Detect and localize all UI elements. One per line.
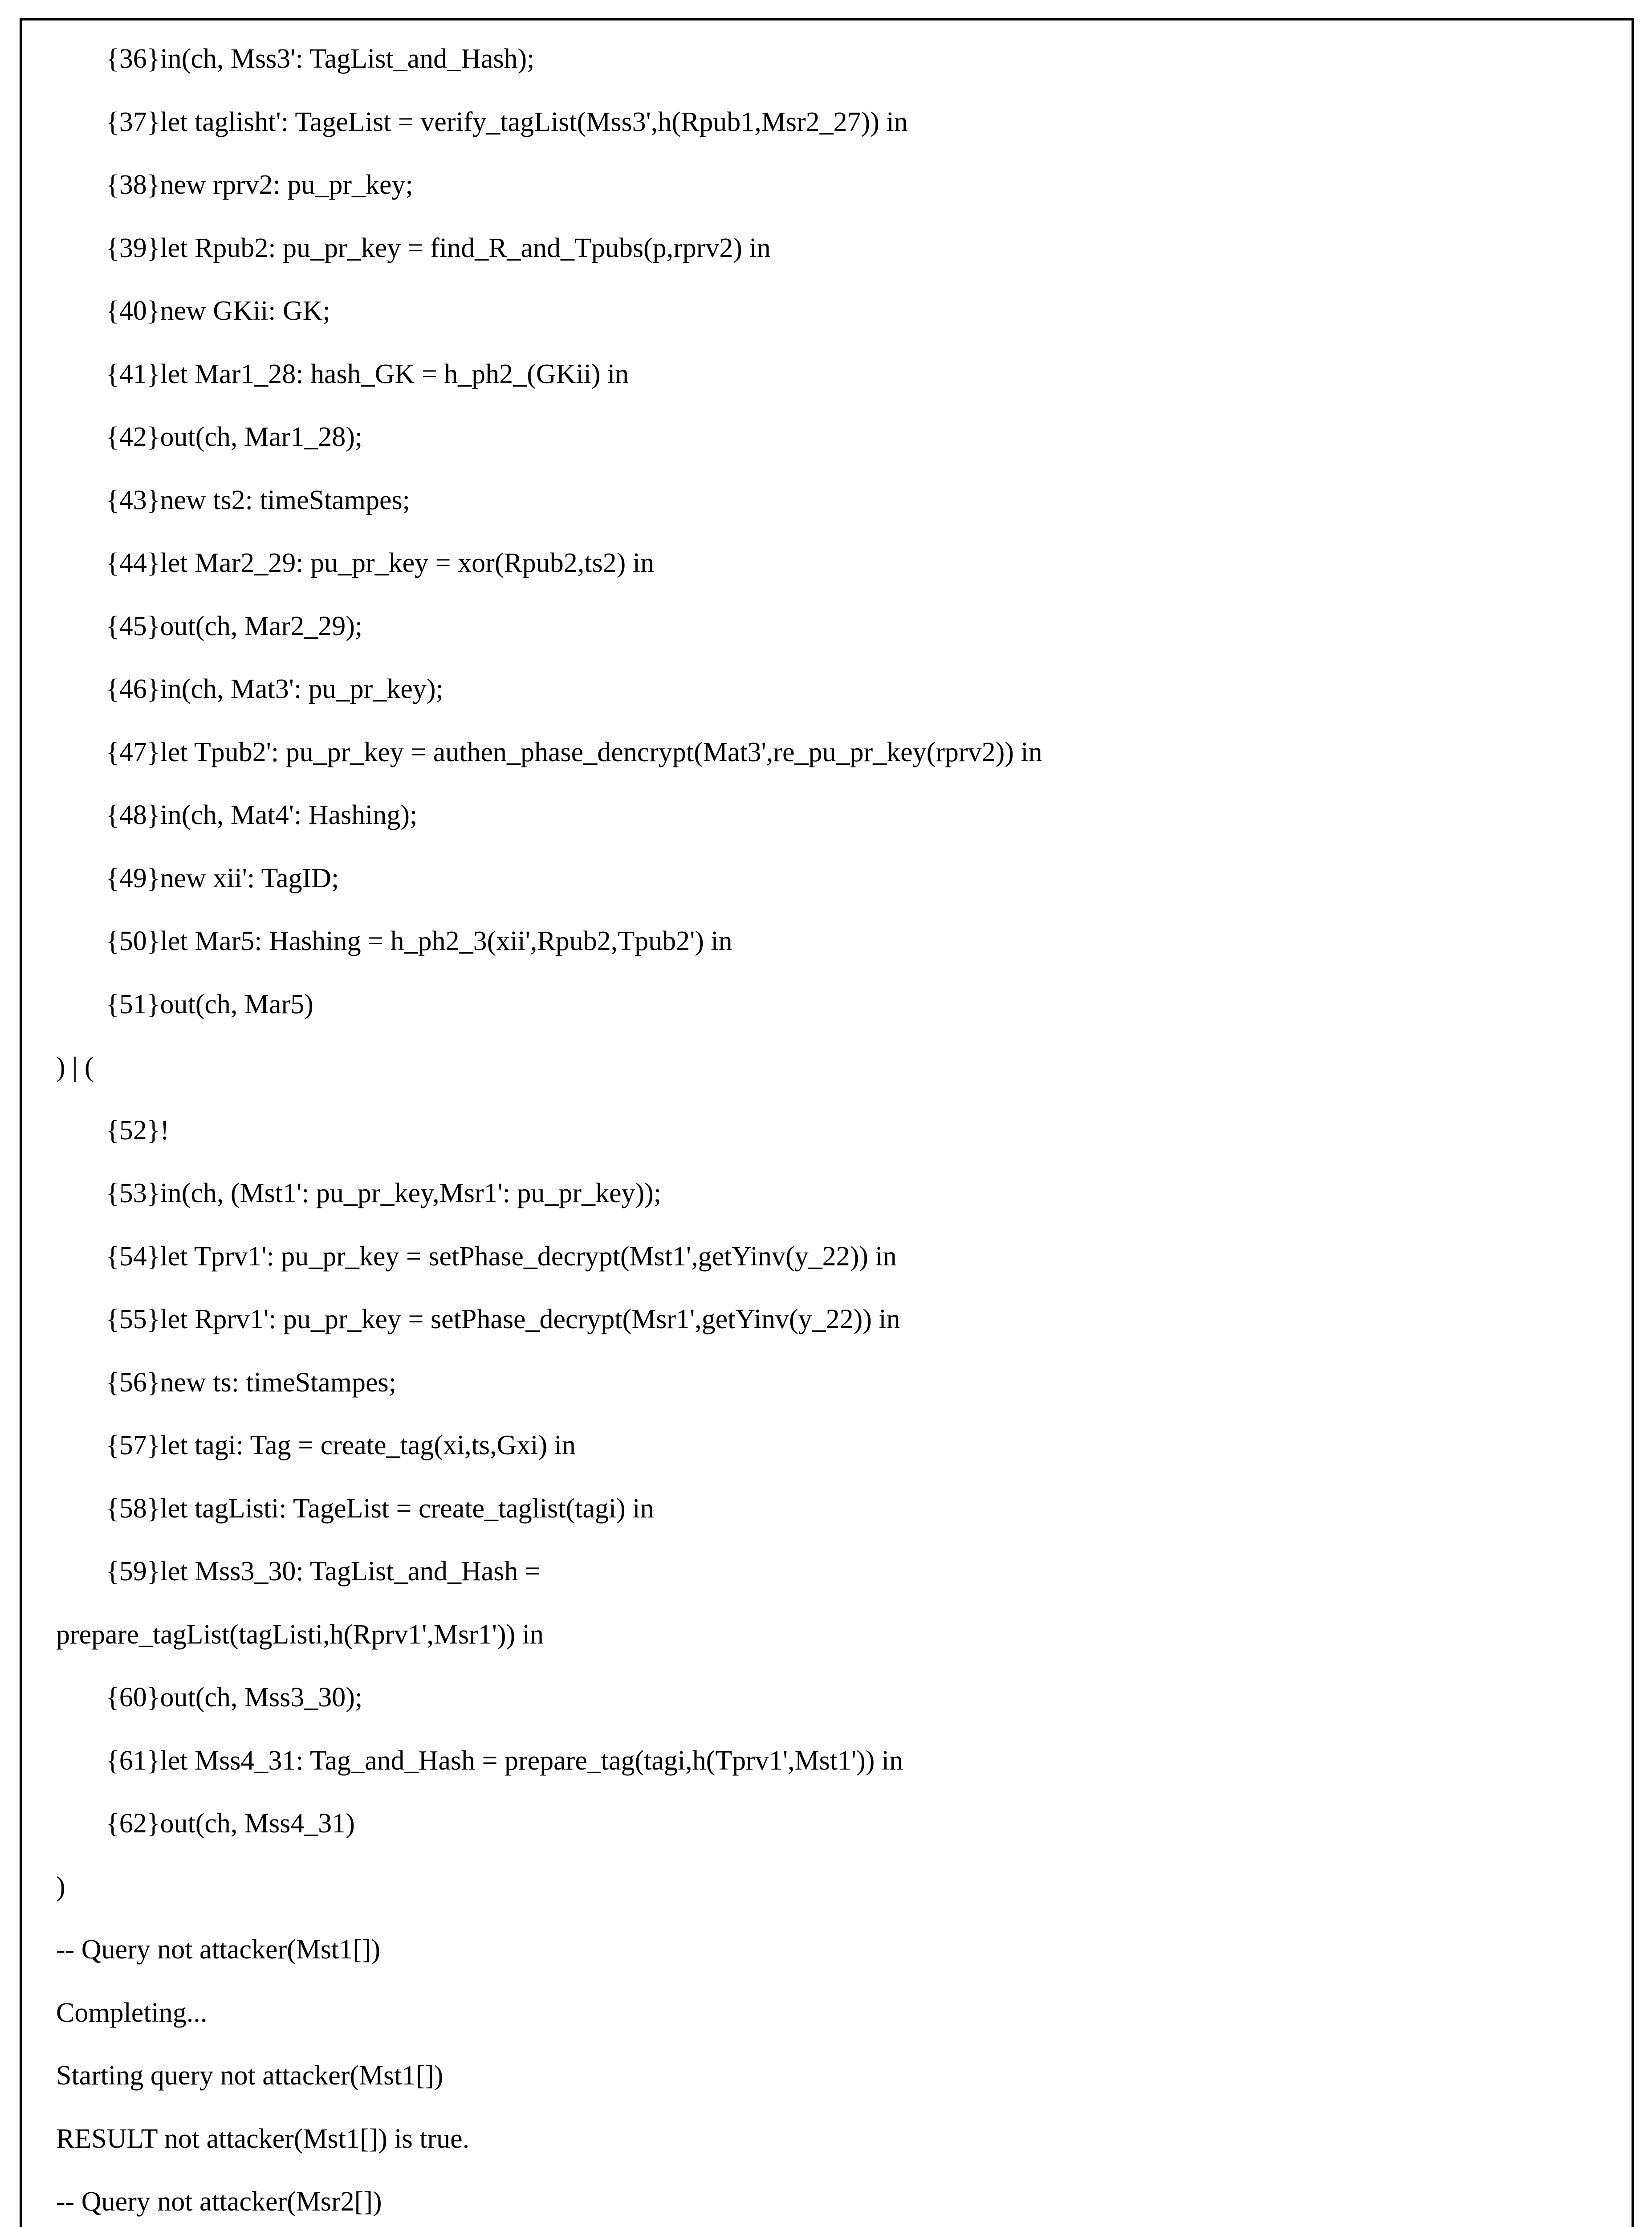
code-line: {38}new rprv2: pu_pr_key; [106, 170, 413, 200]
code-line: {46}in(ch, Mat3': pu_pr_key); [106, 674, 444, 704]
code-line: ) [56, 1871, 65, 1902]
code-line: {62}out(ch, Mss4_31) [106, 1808, 355, 1839]
code-line: prepare_tagList(tagListi,h(Rprv1',Msr1')) in [56, 1619, 544, 1650]
code-line: {57}let tagi: Tag = create_tag(xi,ts,Gxi) in [106, 1430, 576, 1460]
code-line: {37}let taglisht': TageList = verify_tagList(Mss3',h(Rpub1,Msr2_27)) in [106, 106, 908, 137]
code-line: {36}in(ch, Mss3': TagList_and_Hash); [106, 44, 535, 74]
code-listing [22, 20, 1632, 2227]
code-line: {59}let Mss3_30: TagList_and_Hash = [106, 1556, 541, 1587]
code-line: {40}new GKii: GK; [106, 296, 330, 326]
code-line: {56}new ts: timeStampes; [106, 1367, 396, 1398]
code-line: Starting query not attacker(Mst1[]) [56, 2060, 444, 2091]
code-line: Completing... [56, 1997, 208, 2028]
code-line: {55}let Rprv1': pu_pr_key = setPhase_decrypt(Msr1',getYinv(y_22)) in [106, 1304, 900, 1334]
code-line: {47}let Tpub2': pu_pr_key = authen_phase_dencrypt(Mat3',re_pu_pr_key(rprv2)) in [106, 737, 1042, 767]
code-line: -- Query not attacker(Mst1[]) [56, 1934, 381, 1965]
code-listing-frame [20, 18, 1634, 2227]
code-line: {49}new xii': TagID; [106, 863, 339, 893]
code-line: {54}let Tprv1': pu_pr_key = setPhase_decrypt(Mst1',getYinv(y_22)) in [106, 1241, 897, 1272]
code-line: {60}out(ch, Mss3_30); [106, 1682, 363, 1713]
code-line: {53}in(ch, (Mst1': pu_pr_key,Msr1': pu_pr_key)); [106, 1178, 662, 1208]
code-line: -- Query not attacker(Msr2[]) [56, 2186, 382, 2217]
code-line: {61}let Mss4_31: Tag_and_Hash = prepare_tag(tagi,h(Tprv1',Mst1')) in [106, 1745, 903, 1776]
code-line: {45}out(ch, Mar2_29); [106, 611, 363, 641]
code-line: {52}! [106, 1115, 170, 1146]
code-line: {50}let Mar5: Hashing = h_ph2_3(xii',Rpub2,Tpub2') in [106, 926, 732, 956]
code-line: {39}let Rpub2: pu_pr_key = find_R_and_Tpubs(p,rprv2) in [106, 232, 771, 263]
code-line: {43}new ts2: timeStampes; [106, 485, 410, 515]
code-line: {51}out(ch, Mar5) [106, 989, 313, 1020]
code-line: {42}out(ch, Mar1_28); [106, 422, 363, 452]
code-line: {41}let Mar1_28: hash_GK = h_ph2_(GKii) in [106, 359, 629, 389]
code-line: ) | ( [56, 1052, 94, 1082]
code-line: RESULT not attacker(Mst1[]) is true. [56, 2123, 470, 2154]
code-line: {44}let Mar2_29: pu_pr_key = xor(Rpub2,ts2) in [106, 548, 655, 578]
code-line: {58}let tagListi: TageList = create_taglist(tagi) in [106, 1493, 654, 1524]
code-line: {48}in(ch, Mat4': Hashing); [106, 800, 418, 830]
